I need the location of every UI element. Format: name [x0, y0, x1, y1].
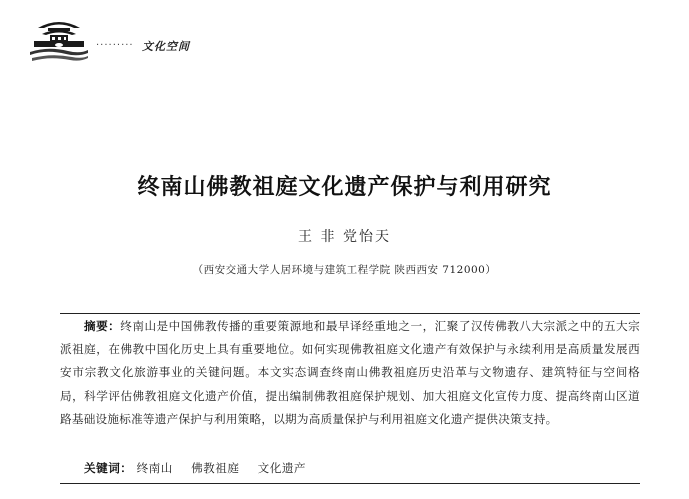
author-affiliation: （西安交通大学人居环境与建筑工程学院 陕西西安 712000） — [192, 264, 497, 276]
article-title: 终南山佛教祖庭文化遗产保护与利用研究 — [137, 175, 552, 200]
pavilion-logo-icon — [28, 14, 90, 64]
keyword: 终南山 — [136, 461, 173, 475]
abstract-paragraph — [60, 315, 640, 431]
keywords-line — [60, 460, 320, 476]
article-authors: 王 非 党怡天 — [298, 229, 391, 245]
keywords-label: 关键词： — [84, 461, 133, 475]
keyword: 文化遗产 — [257, 461, 307, 475]
keywords-bottom-rule — [60, 483, 640, 484]
abstract-top-rule — [60, 313, 640, 314]
abstract-text: 终南山是中国佛教传播的重要策源地和最早译经重地之一，汇聚了汉传佛教八大宗派之中的五大宗派祖庭，在佛教中国化历史上具有重要地位。如何实现佛教祖庭文化遗产有效保护与永续利用是高质量发展西安市宗教文化旅游事业的关键问题。本文实态调查终南山佛教祖庭历史沿革与文物遗存、建筑特征与空间格局，科学评估佛教祖庭文化遗产价值，提出编制佛教祖庭保护规划、加大祖庭文化宣传力度、提高终南山区道路基础设施标准等遗产保护与利用策略，以期为高质量保护与利用祖庭文化遗产提供决策支持。 — [60, 319, 640, 426]
header-dots: ········· — [96, 40, 134, 51]
keyword: 佛教祖庭 — [191, 461, 240, 475]
section-name: 文化空间 — [142, 40, 190, 53]
abstract-label: 摘要： — [84, 319, 121, 333]
journal-header — [0, 0, 689, 80]
